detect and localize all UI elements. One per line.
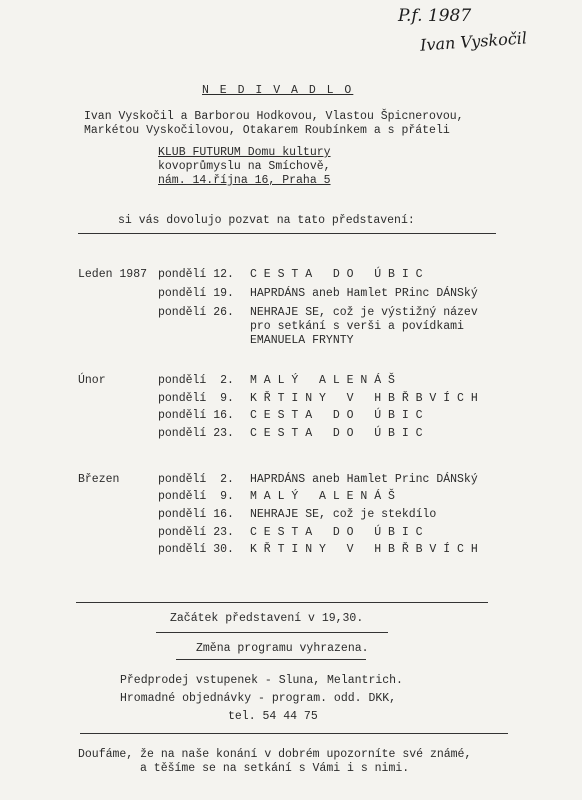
program-day: pondělí 2. [158,374,234,387]
venue-line-1: KLUB FUTURUM Domu kultury [158,146,331,159]
program-show: NEHRAJE SE, což je výstižný název pro setkání s verši a povídkami EMANUELA FRYNTY [250,306,478,347]
divider [76,602,488,603]
program-day: pondělí 16. [158,409,234,422]
invitation-line: si vás dovolujo pozvat na tato představení: [118,214,415,227]
program-show: C E S T A D O Ú B I C [250,268,423,281]
program-show: M A L Ý A L E N Á Š [250,374,395,387]
performers-line-1: Ivan Vyskočil a Barborou Hodkovou, Vlastou Špicnerovou, [84,110,464,123]
program-day: pondělí 9. [158,392,234,405]
program-day: pondělí 16. [158,508,234,521]
program-change-note: Změna programu vyhrazena. [196,642,369,655]
program-day: pondělí 23. [158,427,234,440]
program-show: C E S T A D O Ú B I C [250,526,423,539]
document-title: N E D I V A D L O [202,84,354,97]
program-day: pondělí 30. [158,543,234,556]
divider [156,632,388,633]
group-orders-line: Hromadné objednávky - program. odd. DKK, [120,692,397,705]
program-show: HAPRDÁNS aneb Hamlet Princ DÁNSký [250,473,478,486]
program-day: pondělí 2. [158,473,234,486]
program-show: HAPRDÁNS aneb Hamlet PRinc DÁNSký [250,287,478,300]
program-day: pondělí 26. [158,306,234,319]
venue-line-3: nám. 14.října 16, Praha 5 [158,174,331,187]
month-label-brezen: Březen [78,473,120,486]
phone-line: tel. 54 44 75 [228,710,318,723]
divider [80,733,508,734]
divider [176,659,366,660]
presale-line: Předprodej vstupenek - Sluna, Melantrich. [120,674,403,687]
performers-line-2: Markétou Vyskočilovou, Otakarem Roubínkem a s přáteli [84,124,450,137]
venue-line-2: kovoprůmyslu na Smíchově, [158,160,331,173]
program-day: pondělí 23. [158,526,234,539]
program-show: NEHRAJE SE, což je stekdílo [250,508,437,521]
start-time: Začátek představení v 19,30. [170,612,364,625]
month-label-leden: Leden 1987 [78,268,148,281]
program-day: pondělí 12. [158,268,234,281]
closing-line-1: Doufáme, že na naše konání v dobrém upozorníte své známé, [78,748,472,761]
month-label-unor: Únor [78,374,106,387]
program-show: M A L Ý A L E N Á Š [250,490,395,503]
program-day: pondělí 9. [158,490,234,503]
program-show: C E S T A D O Ú B I C [250,409,423,422]
handwritten-signature: Ivan Vyskočil [419,28,528,55]
divider [78,233,496,234]
program-show: K Ř T I N Y V H B Ř B V Í C H [250,543,478,556]
handwritten-note: P.f. 1987 [398,6,472,26]
closing-line-2: a těšíme se na setkání s Vámi i s nimi. [140,762,410,775]
program-show: C E S T A D O Ú B I C [250,427,423,440]
program-day: pondělí 19. [158,287,234,300]
program-show: K Ř T I N Y V H B Ř B V Í C H [250,392,478,405]
